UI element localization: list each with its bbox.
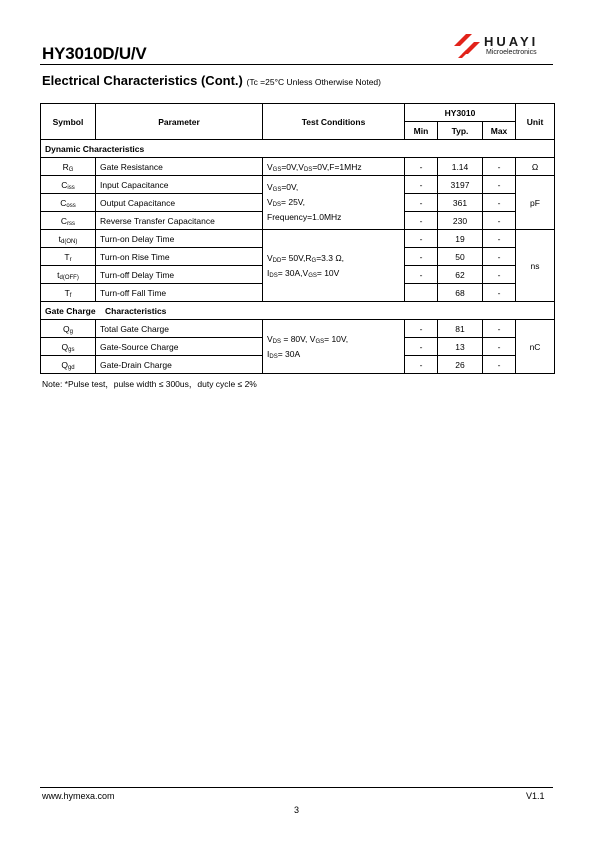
typ-cell: 230 [438,212,483,230]
page-number: 3 [294,805,300,815]
min-cell: - [405,194,438,212]
max-cell: - [483,356,516,374]
symbol-cell: Ciss [41,176,96,194]
typ-cell: 81 [438,320,483,338]
parameter-cell: Input Capacitance [96,176,263,194]
unit-cell: ns [516,230,555,302]
header-min: Min [405,122,438,140]
typ-cell: 68 [438,284,483,302]
document-title: HY3010D/U/V [42,44,147,63]
table-row-qg [41,320,555,338]
header-parameter: Parameter [96,104,263,140]
typ-cell: 13 [438,338,483,356]
min-cell: - [405,230,438,248]
footer-rule [40,787,553,788]
unit-cell: pF [516,176,555,230]
symbol-cell: Tr [41,248,96,266]
max-cell: - [483,212,516,230]
min-cell: - [405,212,438,230]
max-cell: - [483,266,516,284]
header-unit: Unit [516,104,555,140]
header-test-conditions: Test Conditions [263,104,405,140]
pulse-test-note: Note: *Pulse test，pulse width ≤ 300us，duty cycle ≤ 2% [42,379,257,389]
typ-cell: 3197 [438,176,483,194]
header-max: Max [483,122,516,140]
table-header-row [41,104,555,122]
typ-cell: 26 [438,356,483,374]
condition-cell: VGS=0V,VDS=0V,F=1MHz [263,158,405,176]
parameter-cell: Gate-Drain Charge [96,356,263,374]
condition-cell-gate-charge: VDS = 80V, VGS= 10V, IDS= 30A [263,320,405,374]
max-cell: - [483,230,516,248]
section-condition: (Tc =25°C Unless Otherwise Noted) [246,77,381,87]
logo-wordmark: HUAYI [484,34,539,49]
min-cell: - [405,158,438,176]
typ-cell: 62 [438,266,483,284]
table-row-rg [41,158,555,176]
header-symbol: Symbol [41,104,96,140]
max-cell: - [483,284,516,302]
max-cell: - [483,194,516,212]
parameter-cell: Turn-off Delay Time [96,266,263,284]
symbol-cell: Qgd [41,356,96,374]
group-row-dynamic [41,140,555,158]
group-label: Dynamic Characteristics [41,140,555,158]
min-cell: - [405,248,438,266]
parameter-cell: Turn-on Rise Time [96,248,263,266]
min-cell: - [405,266,438,284]
header-part: HY3010 [405,104,516,122]
symbol-cell: Qg [41,320,96,338]
min-cell: - [405,356,438,374]
table-row-tdon [41,230,555,248]
max-cell: - [483,338,516,356]
parameter-cell: Turn-off Fall Time [96,284,263,302]
symbol-cell: RG [41,158,96,176]
typ-cell: 50 [438,248,483,266]
parameter-cell: Turn-on Delay Time [96,230,263,248]
group-label: Gate Charge Characteristics [41,302,555,320]
max-cell: - [483,176,516,194]
group-row-gate-charge [41,302,555,320]
header-rule [40,64,553,65]
condition-cell-switching: VDD= 50V,RG=3.3 Ω, IDS= 30A,VGS= 10V [263,230,405,302]
parameter-cell: Reverse Transfer Capacitance [96,212,263,230]
unit-cell: nC [516,320,555,374]
max-cell: - [483,248,516,266]
unit-cell: Ω [516,158,555,176]
section-title [42,73,381,88]
min-cell: - [405,338,438,356]
logo-subtitle: Microelectronics [486,49,537,56]
table-row-ciss [41,176,555,194]
parameter-cell: Gate-Source Charge [96,338,263,356]
symbol-cell: td(OFF) [41,266,96,284]
symbol-cell: Qgs [41,338,96,356]
min-cell: - [405,176,438,194]
symbol-cell: Coss [41,194,96,212]
max-cell: - [483,158,516,176]
parameter-cell: Gate Resistance [96,158,263,176]
section-title-text: Electrical Characteristics (Cont.) [42,73,243,88]
min-cell: - [405,320,438,338]
typ-cell: 361 [438,194,483,212]
electrical-characteristics-table [40,103,555,374]
footer-version: V1.1 [526,791,545,801]
typ-cell: 1.14 [438,158,483,176]
header-typ: Typ. [438,122,483,140]
symbol-cell: Crss [41,212,96,230]
condition-cell-capacitance: VGS=0V, VDS= 25V, Frequency=1.0MHz [263,176,405,230]
typ-cell: 19 [438,230,483,248]
footer-website: www.hymexa.com [42,791,115,801]
max-cell: - [483,320,516,338]
min-cell [405,284,438,302]
symbol-cell: td(ON) [41,230,96,248]
parameter-cell: Output Capacitance [96,194,263,212]
parameter-cell: Total Gate Charge [96,320,263,338]
symbol-cell: Tf [41,284,96,302]
